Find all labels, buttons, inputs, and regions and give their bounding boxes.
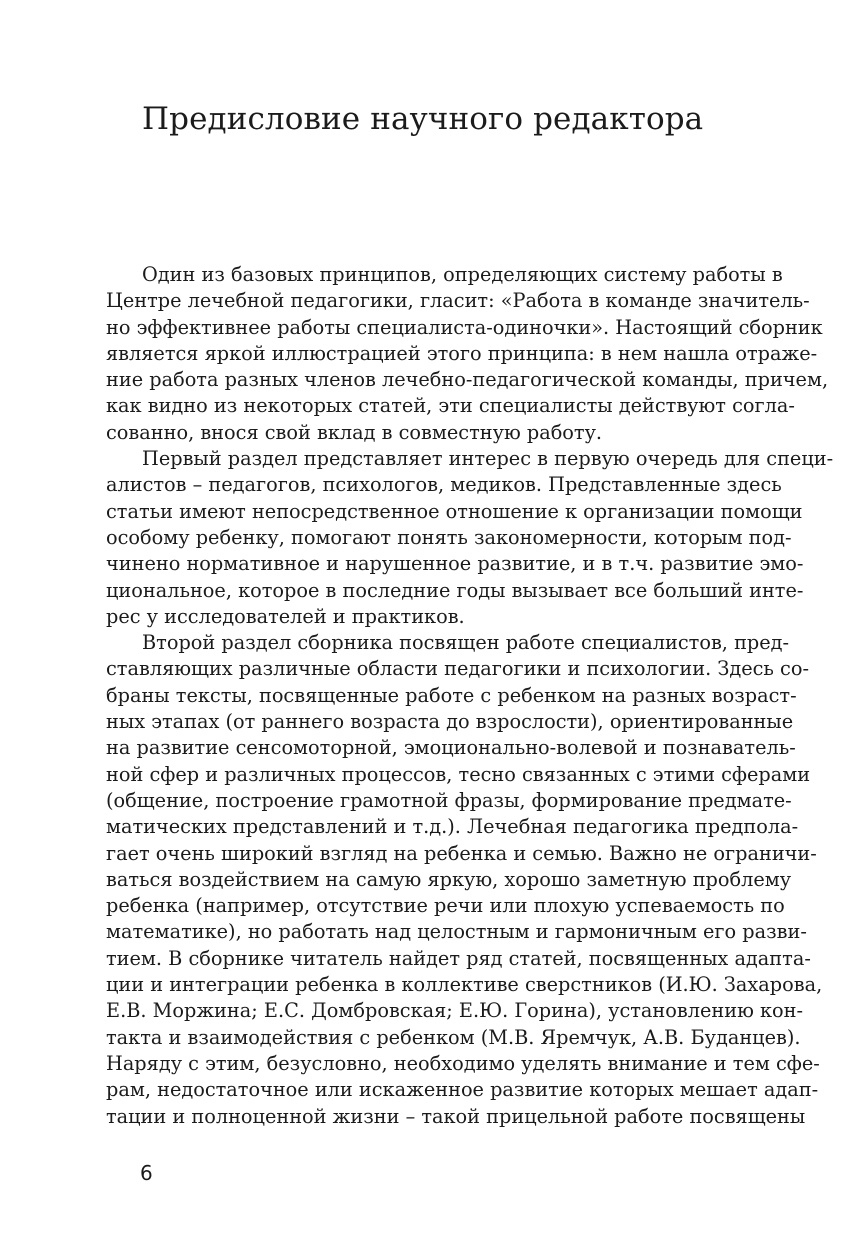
text-line: чинено нормативное и нарушенное развитие, и в т.ч. развитие эмо-: [106, 552, 804, 576]
text-line: Первый раздел представляет интерес в первую очередь для специ-: [142, 447, 834, 471]
text-line: такта и взаимодействия с ребенком (М.В. Яремчук, А.В. Буданцев).: [106, 1025, 801, 1049]
text-line: на развитие сенсомоторной, эмоционально-волевой и познаватель-: [106, 736, 796, 760]
text-line: как видно из некоторых статей, эти специалисты действуют согла-: [106, 394, 795, 418]
text-line: тации и полноценной жизни – такой прицельной работе посвящены: [106, 1104, 806, 1128]
text-line: матических представлений и т.д.). Лечебная педагогика предпола-: [106, 815, 799, 839]
text-line: ных этапах (от раннего возраста до взрослости), ориентированные: [106, 710, 794, 734]
text-line: Наряду с этим, безусловно, необходимо уделять внимание и тем сфе-: [106, 1051, 820, 1075]
text-line: Второй раздел сборника посвящен работе специалистов, пред-: [142, 631, 790, 655]
page-number: 6: [140, 1161, 153, 1185]
text-line: ребенка (например, отсутствие речи или плохую успеваемость по: [106, 894, 785, 918]
text-line: но эффективнее работы специалиста-одиночки». Настоящий сборник: [106, 315, 823, 339]
text-line: ции и интеграции ребенка в коллективе сверстников (И.Ю. Захарова,: [106, 973, 823, 997]
text-line: рес у исследователей и практиков.: [106, 604, 465, 628]
text-line: гает очень широкий взгляд на ребенка и семью. Важно не ограничи-: [106, 841, 817, 865]
text-line: Один из базовых принципов, определяющих систему работы в: [142, 263, 783, 286]
paragraph-3: [106, 630, 823, 1130]
text-line: Центре лечебной педагогики, гласит: «Работа в команде значитель-: [106, 289, 810, 313]
text-line: рам, недостаточное или искаженное развитие которых мешает адап-: [106, 1078, 819, 1102]
page-title: Предисловие научного редактора: [142, 101, 704, 137]
text-line: алистов – педагогов, психологов, медиков. Представленные здесь: [106, 473, 782, 497]
text-line: Е.В. Моржина; Е.С. Домбровская; Е.Ю. Горина), установлению кон-: [106, 999, 804, 1023]
paragraph-2: [106, 446, 834, 630]
text-line: циональное, которое в последние годы вызывает все больший инте-: [106, 578, 804, 602]
paragraph-1: [106, 262, 829, 446]
text-line: статьи имеют непосредственное отношение к организации помощи: [106, 499, 803, 523]
text-line: браны тексты, посвященные работе с ребенком на разных возраст-: [106, 683, 797, 707]
text-line: (общение, построение грамотной фразы, формирование предмате-: [106, 788, 792, 812]
text-line: ставляющих различные области педагогики и психологии. Здесь со-: [106, 657, 809, 681]
text-line: тием. В сборнике читатель найдет ряд статей, посвященных адапта-: [106, 946, 811, 970]
body-text: [106, 262, 834, 1130]
text-line: является яркой иллюстрацией этого принципа: в нем нашла отраже-: [106, 341, 818, 365]
text-line: ние работа разных членов лечебно-педагогической команды, причем,: [106, 368, 829, 392]
text-line: ной сфер и различных процессов, тесно связанных с этими сферами: [106, 762, 811, 786]
text-line: математике), но работать над целостным и гармоничным его разви-: [106, 920, 807, 944]
text-line: ваться воздействием на самую яркую, хорошо заметную проблему: [106, 867, 792, 891]
text-line: особому ребенку, помогают понять закономерности, которым под-: [106, 525, 792, 549]
text-line: сованно, внося свой вклад в совместную работу.: [106, 420, 603, 444]
